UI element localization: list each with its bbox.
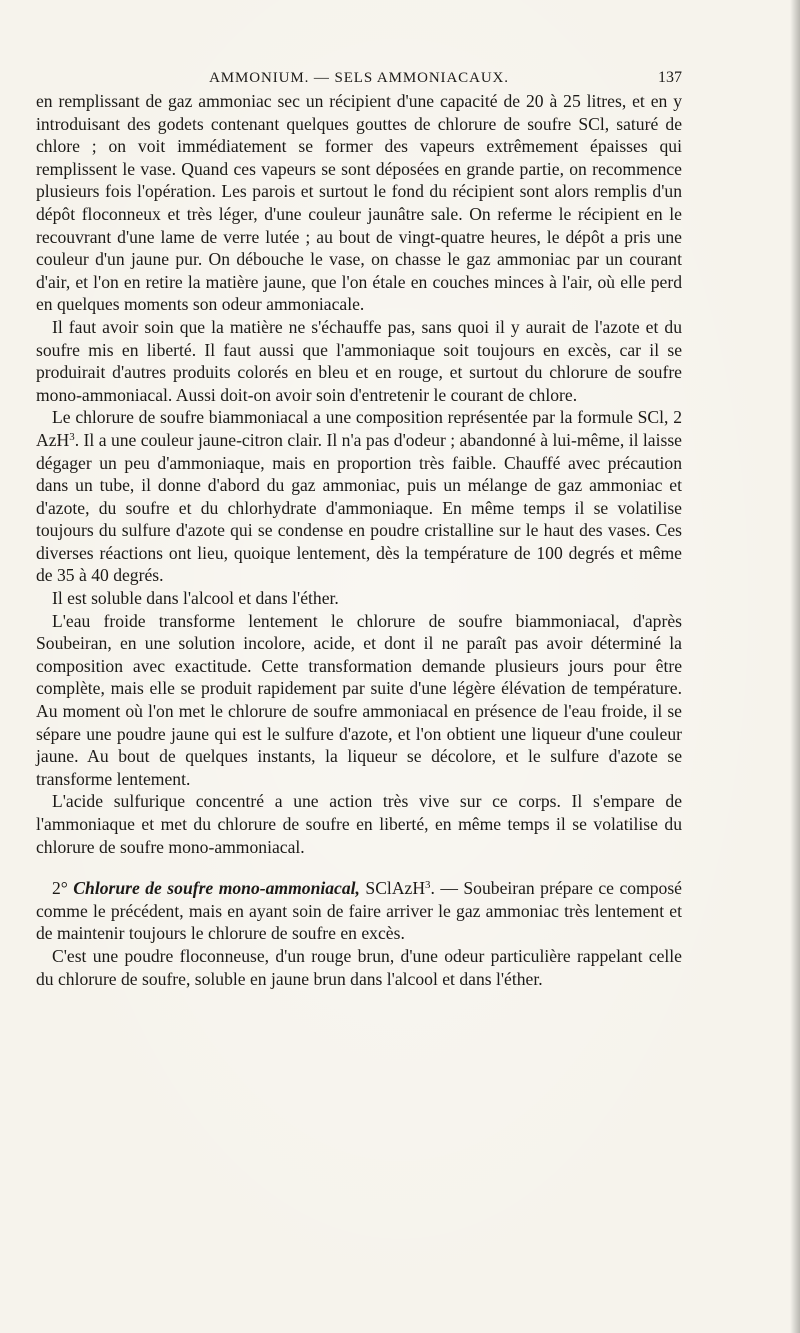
section-heading: Chlorure de soufre mono-ammoniacal,: [73, 878, 360, 899]
formula-text-rest: . Il a une couleur jaune-citron clair. Il n'a pas d'odeur ; abandonné à lui-même, il laisse dégager un peu d'ammoniaque, mais en proportion très faible. Chauffé avec précaution dans un tube, il donne d'abord du gaz ammoniac, puis un mélange de gaz ammoniac et d'azote, du soufre et du chlorhydrate d'ammoniaque. En même temps il se volatilise toujours du sulfure d'azote qui se condense en poudre cristalline sur le haut des vases. Ces diverses réactions ont lieu, quoique lentement, dès la température de 100 degrés et même de 35 à 40 degrés.: [36, 429, 682, 586]
paragraph-solubility: Il est soluble dans l'alcool et dans l'éther.: [52, 588, 339, 609]
paragraph-continuation: en remplissant de gaz ammoniac sec un récipient d'une capacité de 20 à 25 litres, et en y introduisant des godets contenant quelques gouttes de chlorure de soufre SCl, saturé de chlore ; on voit immédiatement se former des vapeurs extrêmement épaisses qui remplissent le vase. Quand ces vapeurs se sont déposées en grande partie, on recommence plusieurs fois l'opération. Les parois et surtout le fond du récipient sont alors remplis d'un dépôt floconneux et très léger, d'une couleur jaunâtre sale. On referme le récipient en le recouvrant d'une lame de verre lutée ; au bout de vingt-quatre heures, le dépôt a pris une couleur d'un jaune pur. On débouche le vase, on chasse le gaz ammoniac par un courant d'air, et l'on en retire la matière jaune, que l'on étale en couches minces à l'air, où elle perd en quelques moments son odeur ammoniacale.: [36, 91, 682, 315]
page-edge-shadow: [790, 0, 800, 1333]
section-mono-ammoniacal: [36, 877, 682, 945]
paragraph-biammoniacal-composition: [36, 406, 682, 587]
paragraph-red-brown-powder: C'est une poudre floconneuse, d'un rouge brun, d'une odeur particulière rappelant celle du chlorure de soufre, soluble en jaune brun dans l'alcool et dans l'éther.: [36, 945, 682, 989]
section-formula-superscript: 3: [425, 879, 431, 892]
section-text: . — Soubeiran prépare ce composé comme le précédent, mais en ayant soin de faire arriver le gaz ammoniac très lentement et de maintenir toujours le chlorure de soufre en excès.: [36, 878, 682, 944]
running-header: [36, 66, 682, 90]
running-title: AMMONIUM. — SELS AMMONIACAUX.: [209, 70, 509, 86]
page-number: 137: [658, 69, 682, 86]
paragraph-sulfuric-acid: L'acide sulfurique concentré a une action très vive sur ce corps. Il s'empare de l'ammoniaque et met du chlorure de soufre en liberté, en même temps il se volatilise du chlorure de soufre mono-ammoniacal.: [36, 791, 682, 857]
paragraph-cold-water: L'eau froide transforme lentement le chlorure de soufre biammoniacal, d'après Soubeiran, en une solution incolore, acide, et dont il ne paraît pas avoir déterminé la composition avec exactitude. Cette transformation demande plusieurs jours pour être complète, mais elle se produit rapidement par suite d'une légère élévation de température. Au moment où l'on met le chlorure de soufre ammoniacal en présence de l'eau froide, il se sépare une poudre jaune qui est le sulfure d'azote, et l'on obtient une liqueur d'une couleur jaune. Au bout de quelques instants, la liqueur se décolore, et le sulfure d'azote se transforme lentement.: [36, 610, 682, 789]
section-formula: SClAzH: [365, 878, 426, 899]
section-number: 2°: [52, 878, 68, 899]
formula-superscript: 3: [69, 430, 75, 443]
paragraph-precautions: Il faut avoir soin que la matière ne s'échauffe pas, sans quoi il y aurait de l'azote et du soufre mis en liberté. Il faut aussi que l'ammoniaque soit toujours en excès, car il se produirait d'autres produits colorés en bleu et en rouge, et surtout du chlorure de soufre mono-ammoniacal. Aussi doit-on avoir soin d'entretenir le courant de chlore.: [36, 316, 682, 405]
body-text: [36, 90, 682, 990]
formula-text-lead: Le chlorure de soufre biammoniacal a une composition représentée par la formule SCl, 2 AzH: [36, 407, 682, 450]
